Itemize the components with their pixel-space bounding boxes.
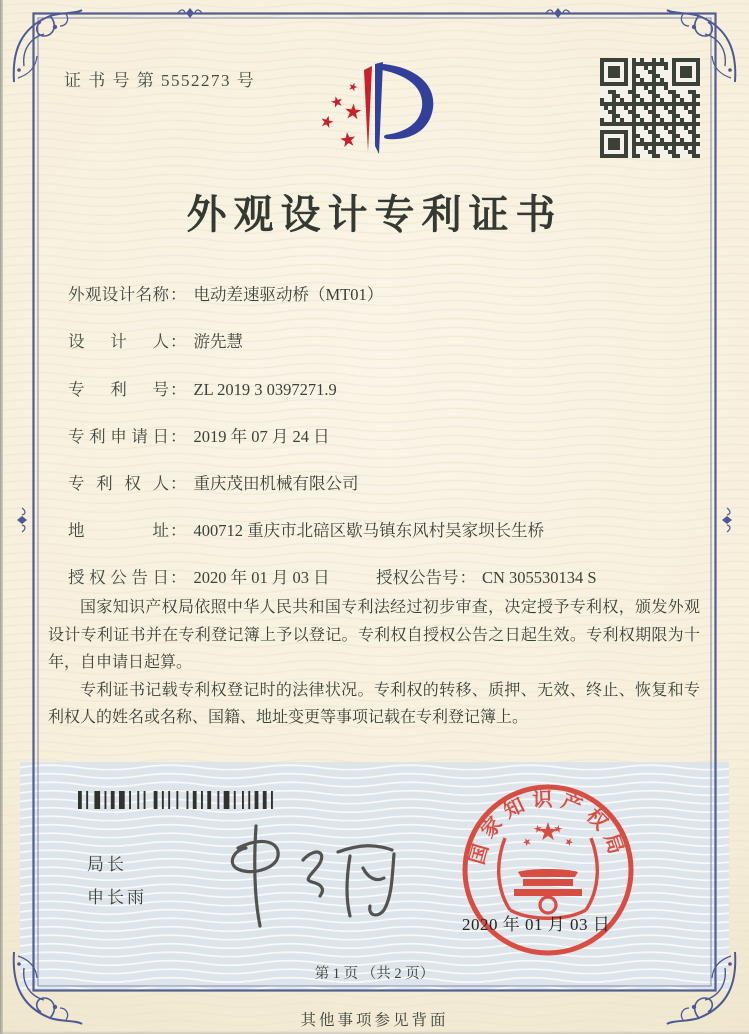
cnipa-logo: [296, 40, 468, 172]
field-colon: ：: [170, 427, 187, 446]
field-value: 2019 年 07 月 24 日: [193, 427, 330, 446]
director-title: 局长: [87, 855, 127, 874]
seal-date: 2020 年 01 月 03 日: [462, 915, 611, 934]
seal-text: 国家知识产权局: [466, 788, 629, 868]
field-label: 授权公告号: [376, 568, 459, 587]
field-value: 2020 年 01 月 03 日: [193, 568, 330, 587]
field-colon: ：: [170, 285, 187, 304]
barcode-image: [78, 791, 283, 809]
field-colon: ：: [170, 332, 187, 351]
field-colon: ：: [170, 568, 187, 587]
director-signature: [208, 818, 408, 936]
certificate-body-text: [48, 594, 700, 732]
footer-note: 其他事项参见背面: [300, 1012, 449, 1029]
field-label: 设计人: [68, 332, 169, 351]
field-filing-date: [68, 423, 708, 447]
field-label: 授权公告日: [68, 568, 169, 587]
national-emblem: [499, 822, 598, 918]
official-seal: [448, 768, 648, 968]
field-colon: ：: [459, 568, 476, 587]
field-grant-no: [376, 564, 597, 588]
field-patentee: [68, 470, 708, 494]
page-title: 外观设计专利证书: [186, 192, 563, 237]
field-label: 地址: [68, 521, 169, 540]
certificate-number: 证 书 号 第 5552273 号: [64, 71, 256, 90]
field-label: 专利权人: [68, 474, 169, 493]
field-colon: ：: [170, 521, 187, 540]
scan-edge-left: [0, 0, 3, 1034]
body-paragraph-2: 专利证书记载专利权登记时的法律状况。专利权的转移、质押、无效、终止、恢复和专利权人的姓名或名称、国籍、地址变更等事项记载在专利登记簿上。: [48, 681, 700, 727]
field-grant-date: [68, 564, 708, 588]
director-name: 申长雨: [87, 888, 147, 907]
logo-p-bowl: [380, 64, 434, 139]
field-design-name: [68, 281, 708, 305]
field-value: 400712 重庆市北碚区歇马镇东风村吴家坝长生桥: [193, 521, 545, 540]
field-colon: ：: [170, 474, 187, 493]
logo-stars: [320, 81, 362, 147]
field-patent-no: [68, 376, 708, 400]
logo-red-wedge: [364, 66, 372, 152]
field-colon: ：: [170, 380, 187, 399]
field-label: 专利申请日: [68, 427, 169, 446]
field-label: 专利号: [68, 380, 169, 399]
field-address: [68, 517, 708, 541]
qr-code-image: [600, 58, 700, 158]
field-designer: [68, 328, 708, 352]
field-value: 游先慧: [193, 332, 243, 351]
page-number: 第 1 页 （共 2 页）: [314, 966, 435, 982]
field-value: 电动差速驱动桥（MT01）: [193, 285, 384, 304]
field-value: ZL 2019 3 0397271.9: [193, 380, 337, 399]
body-paragraph-1: 国家知识产权局依照中华人民共和国专利法经过初步审查，决定授予专利权，颁发外观设计专利证书并在专利登记簿上予以登记。专利权自授权公告之日起生效。专利权期限为十年，自申请日起算。: [48, 599, 700, 672]
field-label: 外观设计名称: [68, 285, 169, 304]
field-value: CN 305530134 S: [482, 568, 597, 587]
logo-blue-stem: [375, 62, 383, 154]
field-value: 重庆茂田机械有限公司: [193, 474, 359, 493]
